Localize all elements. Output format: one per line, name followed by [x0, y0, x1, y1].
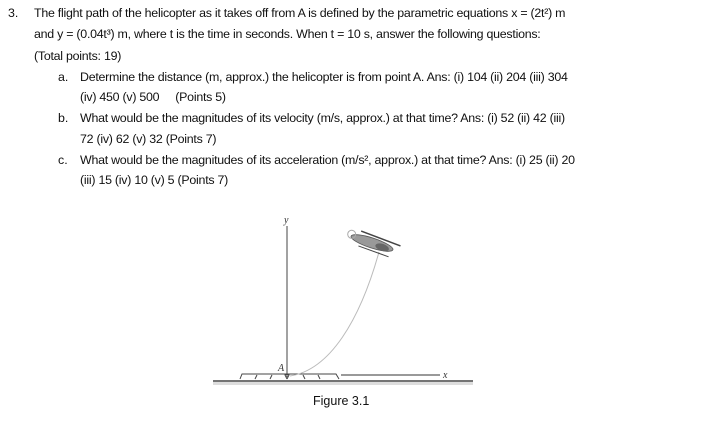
part-a-line-1: Determine the distance (m, approx.) the helicopter is from point A. Ans: (i) 104 (ii) 204 (iii) 304: [80, 70, 568, 84]
x-axis-label: x: [443, 370, 448, 381]
part-b-line-2: 72 (iv) 62 (v) 32 (Points 7): [80, 132, 217, 146]
ground-shadow: [213, 382, 473, 385]
launch-pad: [240, 374, 339, 379]
origin-label: A: [278, 363, 285, 374]
question-line-1: The flight path of the helicopter as it takes off from A is defined by the parametric equations x = (2t²) m: [34, 6, 566, 20]
part-c-line-1: What would be the magnitudes of its acceleration (m/s², approx.) at that time? Ans: (i) 25 (ii) 20: [80, 153, 575, 167]
question-number: 3.: [8, 6, 19, 20]
flight-path: [290, 252, 379, 376]
part-c-line-2: (iii) 15 (iv) 10 (v) 5 (Points 7): [80, 173, 229, 187]
helicopter-icon: [345, 227, 401, 259]
question-line-2: and y = (0.04t³) m, where t is the time in seconds. When t = 10 s, answer the following questions:: [34, 27, 541, 41]
part-a-label: a.: [58, 70, 69, 84]
part-c-label: c.: [58, 153, 68, 167]
figure-caption: Figure 3.1: [313, 394, 370, 408]
part-b-label: b.: [58, 111, 69, 125]
question-line-3: (Total points: 19): [34, 49, 122, 63]
y-axis-label: y: [284, 215, 289, 226]
part-a-line-2: (iv) 450 (v) 500 (Points 5): [80, 90, 226, 104]
part-b-line-1: What would be the magnitudes of its velocity (m/s, approx.) at that time? Ans: (i) 52 (ii) 42 (iii): [80, 111, 565, 125]
